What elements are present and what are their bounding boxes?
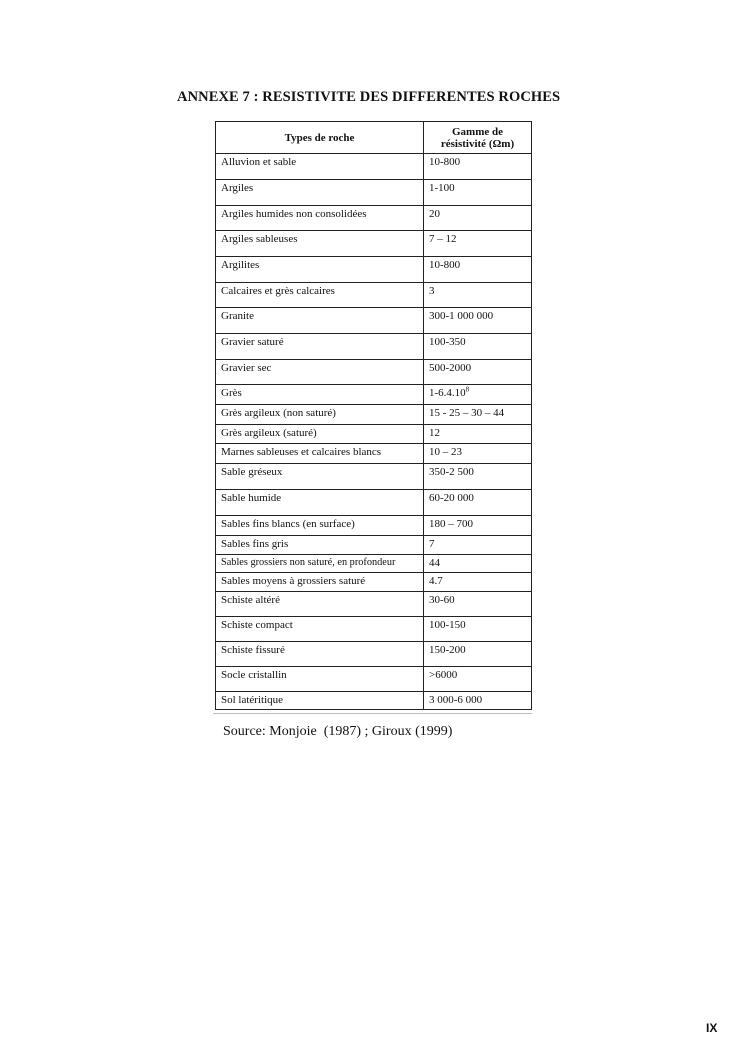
header-resistivity-range bbox=[424, 122, 532, 154]
table-row bbox=[216, 334, 532, 360]
resistivity-cell: 300-1 000 000 bbox=[424, 308, 532, 334]
header-range-line1: Gamme de bbox=[451, 125, 503, 138]
header-rock-type: Types de roche bbox=[216, 122, 424, 154]
table-bottom-rule bbox=[213, 713, 532, 714]
table-row bbox=[216, 642, 532, 667]
resistivity-cell: 10 – 23 bbox=[424, 444, 532, 464]
rock-type-cell: Sable humide bbox=[216, 490, 424, 516]
resistivity-cell: 1-100 bbox=[424, 180, 532, 206]
resistivity-cell: >6000 bbox=[424, 667, 532, 692]
rock-type-cell: Sables moyens à grossiers saturé bbox=[216, 573, 424, 592]
resistivity-cell: 4.7 bbox=[424, 573, 532, 592]
resistivity-cell: 60-20 000 bbox=[424, 490, 532, 516]
table-row bbox=[216, 206, 532, 231]
resistivity-exponent: 8 bbox=[465, 385, 470, 394]
resistivity-cell: 350-2 500 bbox=[424, 464, 532, 490]
resistivity-table-container bbox=[215, 121, 531, 710]
table-row bbox=[216, 360, 532, 385]
table-row bbox=[216, 555, 532, 573]
source-citation: Source: Monjoie (1987) ; Giroux (1999) bbox=[223, 724, 453, 739]
table-row bbox=[216, 385, 532, 405]
rock-type-cell: Gravier saturé bbox=[216, 334, 424, 360]
rock-type-cell: Schiste fissuré bbox=[216, 642, 424, 667]
page-number: IX bbox=[706, 1021, 718, 1035]
rock-type-cell: Sables fins blancs (en surface) bbox=[216, 516, 424, 536]
rock-type-cell: Sol latéritique bbox=[216, 692, 424, 710]
table-row bbox=[216, 405, 532, 425]
resistivity-cell: 30-60 bbox=[424, 592, 532, 617]
resistivity-table bbox=[215, 121, 532, 710]
page-title: ANNEXE 7 : RESISTIVITE DES DIFFERENTES ROCHES bbox=[177, 89, 561, 105]
resistivity-cell: 44 bbox=[424, 555, 532, 573]
rock-type-cell: Argiles humides non consolidées bbox=[216, 206, 424, 231]
rock-type-cell: Sables grossiers non saturé, en profondeur bbox=[216, 555, 424, 573]
table-row bbox=[216, 154, 532, 180]
resistivity-cell: 500-2000 bbox=[424, 360, 532, 385]
table-row bbox=[216, 536, 532, 555]
resistivity-cell bbox=[424, 385, 532, 405]
table-row bbox=[216, 490, 532, 516]
table-row bbox=[216, 231, 532, 257]
rock-type-cell: Grès argileux (non saturé) bbox=[216, 405, 424, 425]
rock-type-cell: Sable gréseux bbox=[216, 464, 424, 490]
table-row bbox=[216, 592, 532, 617]
rock-type-cell: Socle cristallin bbox=[216, 667, 424, 692]
resistivity-cell: 10-800 bbox=[424, 154, 532, 180]
rock-type-cell: Calcaires et grès calcaires bbox=[216, 283, 424, 308]
table-row bbox=[216, 444, 532, 464]
table-row bbox=[216, 617, 532, 642]
rock-type-cell: Gravier sec bbox=[216, 360, 424, 385]
rock-type-cell: Grès argileux (saturé) bbox=[216, 425, 424, 444]
table-row bbox=[216, 425, 532, 444]
rock-type-cell: Argilites bbox=[216, 257, 424, 283]
resistivity-cell: 15 - 25 – 30 – 44 bbox=[424, 405, 532, 425]
rock-type-cell: Argiles sableuses bbox=[216, 231, 424, 257]
table-row bbox=[216, 573, 532, 592]
table-row bbox=[216, 667, 532, 692]
resistivity-cell: 180 – 700 bbox=[424, 516, 532, 536]
table-row bbox=[216, 283, 532, 308]
rock-type-cell: Alluvion et sable bbox=[216, 154, 424, 180]
resistivity-cell: 7 bbox=[424, 536, 532, 555]
resistivity-cell: 10-800 bbox=[424, 257, 532, 283]
resistivity-cell: 3 000-6 000 bbox=[424, 692, 532, 710]
rock-type-cell: Schiste compact bbox=[216, 617, 424, 642]
rock-type-cell: Sables fins gris bbox=[216, 536, 424, 555]
resistivity-cell: 100-350 bbox=[424, 334, 532, 360]
table-row bbox=[216, 692, 532, 710]
resistivity-cell: 150-200 bbox=[424, 642, 532, 667]
table-row bbox=[216, 464, 532, 490]
header-range-line2: résistivité (Ωm) bbox=[440, 137, 515, 150]
resistivity-value: 1-6.4.10 bbox=[429, 387, 466, 399]
rock-type-cell: Grès bbox=[216, 385, 424, 405]
table-row bbox=[216, 180, 532, 206]
rock-type-cell: Argiles bbox=[216, 180, 424, 206]
table-row bbox=[216, 257, 532, 283]
table-row bbox=[216, 308, 532, 334]
table-header-row bbox=[216, 122, 532, 154]
rock-type-cell: Granite bbox=[216, 308, 424, 334]
table-row bbox=[216, 516, 532, 536]
rock-type-cell: Schiste altéré bbox=[216, 592, 424, 617]
resistivity-cell: 12 bbox=[424, 425, 532, 444]
resistivity-cell: 100-150 bbox=[424, 617, 532, 642]
resistivity-cell: 20 bbox=[424, 206, 532, 231]
rock-type-cell: Marnes sableuses et calcaires blancs bbox=[216, 444, 424, 464]
resistivity-cell: 7 – 12 bbox=[424, 231, 532, 257]
resistivity-cell: 3 bbox=[424, 283, 532, 308]
